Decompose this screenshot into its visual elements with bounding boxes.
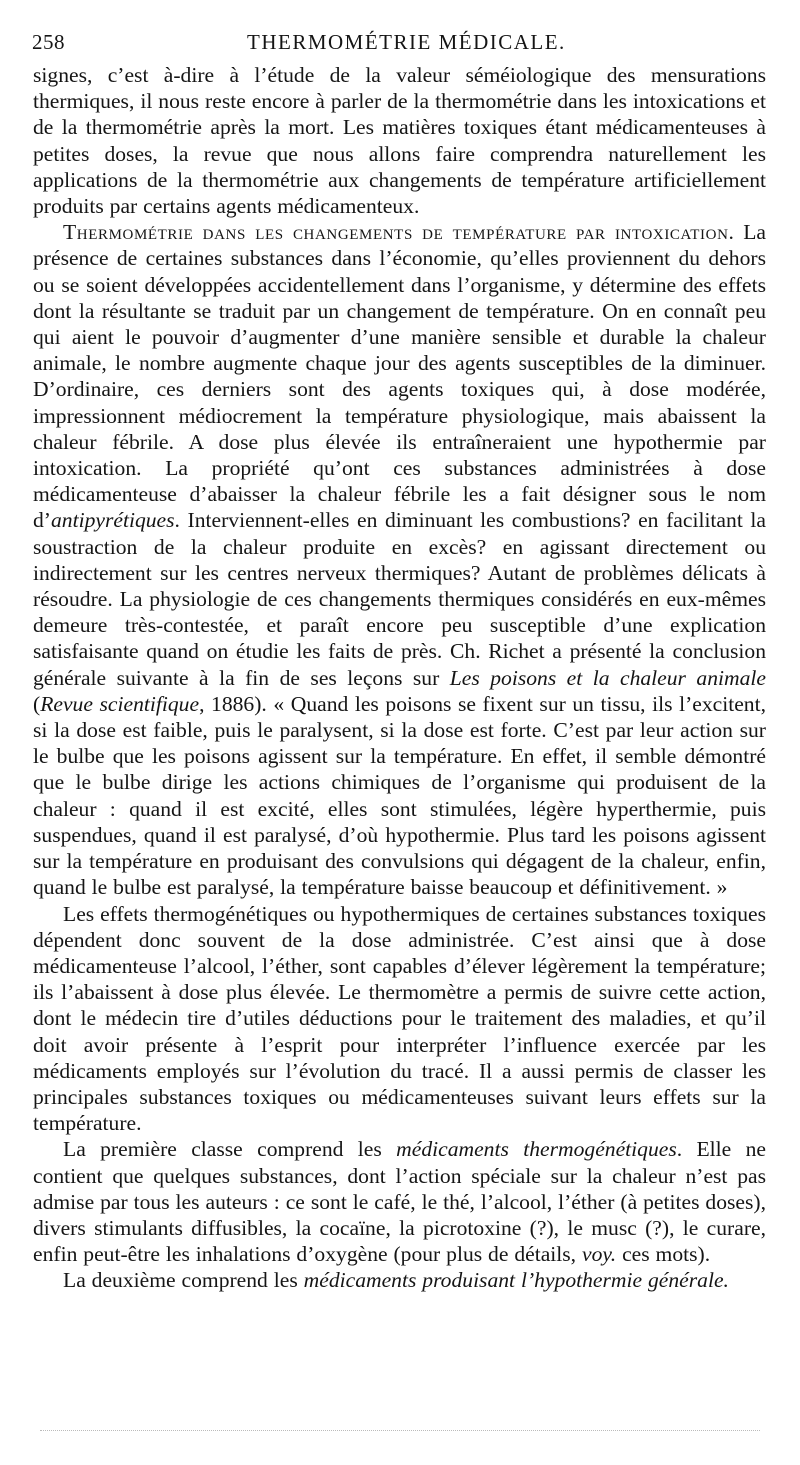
italic-term: voy. (581, 1242, 617, 1267)
text-segment: La présence de certaines substances dans l’économie, qu’elles proviennent du dehors ou se soient développées accidentellement dans l’organisme, y détermine des effets dont la résultante se traduit par un changement de température. On en connaît peu qui aient le pouvoir d’augmenter d’une manière sensible et durable la chaleur animale, le nombre augmente chaque jour des agents susceptibles de la diminuer. D’ordinaire, ces derniers sont des agents toxiques qui, à dose modérée, impressionnent médiocrement la température physiologique, mais abaissent la chaleur fébrile. A dose plus élevée ils entraîneraient une hypothermie par intoxication. La propriété qu’ont ces substances administrées à dose médicamenteuse d’abaisser la chaleur fébrile les a fait désigner sous le nom d’ (33, 220, 766, 533)
text-segment: La première classe comprend les (63, 1137, 397, 1162)
text-segment: signes, c’est à-dire à l’étude de la valeur séméiologique des mensurations thermiques, il nous reste encore à parler de la thermométrie dans les intoxications et de la thermométrie après la mort. Les matières toxiques étant médicamenteuses à petites doses, la revue que nous allons faire comprendra naturellement les applications de la thermométrie aux changements de température artificiellement produits par certains agents médicamenteux. (33, 63, 766, 219)
text-segment: La deuxième comprend les (63, 1268, 304, 1293)
italic-term: médicaments thermogénétiques (396, 1137, 677, 1162)
italic-term: médicaments produisant l’hypothermie générale. (303, 1268, 729, 1293)
text-segment: ( (33, 691, 41, 716)
text-segment: . Elle ne contient que quelques substances, dont l’action spéciale sur la chaleur n’est pas admise par tous les auteurs : ce sont le café, le thé, l’alcool, l’éther (à petites doses), divers stimulants diffusibles, la cocaïne, la picrotoxine (?), le musc (?), le curare, enfin peut-être les inhalations d’oxygène (pour plus de détails, (33, 1137, 766, 1267)
paragraph-effects (33, 901, 766, 1137)
page-number: 258 (32, 30, 65, 54)
text-segment: . Interviennent-elles en diminuant les combustions? en facilitant la soustraction de la chaleur produite en excès? en agissant directement ou indirectement sur les centres nerveux thermiques? Autant de problèmes délicats à résoudre. La physiologie de ces changements thermiques considérés en eux-mêmes demeure très-contestée, et paraît encore peu susceptible d’une explication satisfaisante quand on étudie les faits de près. Ch. Richet a présenté la conclusion générale suivante à la fin de ses leçons sur (33, 508, 766, 690)
text-segment: ces mots). (616, 1242, 711, 1267)
page-bottom-rule (40, 1430, 760, 1431)
text-segment: Les effets thermogénétiques ou hypothermiques de certaines substances toxiques dépendent donc souvent de la dose administrée. C’est ainsi que à dose médicamenteuse l’alcool, l’éther, sont capables d’élever légèrement la température; ils l’abaissent à dose plus élevée. Le thermomètre a permis de suivre cette action, dont le médecin tire d’utiles déductions pour le traitement des maladies, et qu’il doit avoir présente à l’esprit pour interpréter l’influence exercée par les médicaments employés sur l’évolution du tracé. Il a aussi permis de classer les principales substances toxiques ou médicamenteuses suivant leurs effets sur la température. (33, 901, 766, 1136)
italic-term: antipyrétiques (51, 508, 175, 533)
paragraph-intro (33, 62, 766, 219)
italic-title: Revue scientifique (40, 691, 200, 716)
text-segment: , 1886). « Quand les poisons se fixent sur un tissu, ils l’excitent, si la dose est faible, puis le paralysent, si la dose est forte. C’est par leur action sur le bulbe que les poisons agissent sur la température. En effet, il semble démontré que le bulbe dirige les actions chimiques de l’organisme qui produisent de la chaleur : quand il est excité, elles sont stimulées, légère hyperthermie, puis suspendues, quand il est paralysé, d’où hypothermie. Plus tard les poisons agissent sur la température en produisant des convulsions qui dégagent de la chaleur, enfin, quand le bulbe est paralysé, la température baisse beaucoup et définitivement. » (33, 691, 767, 900)
running-title: THERMOMÉTRIE MÉDICALE. (247, 30, 566, 54)
paragraph-intoxication (33, 219, 766, 900)
page-header (32, 30, 772, 58)
section-heading: Thermométrie dans les changements de température par intoxication. (63, 220, 735, 245)
body-text (33, 62, 766, 1294)
italic-title: Les poisons et la chaleur animale (449, 665, 766, 690)
paragraph-first-class (33, 1136, 766, 1267)
paragraph-second-class (33, 1267, 766, 1293)
